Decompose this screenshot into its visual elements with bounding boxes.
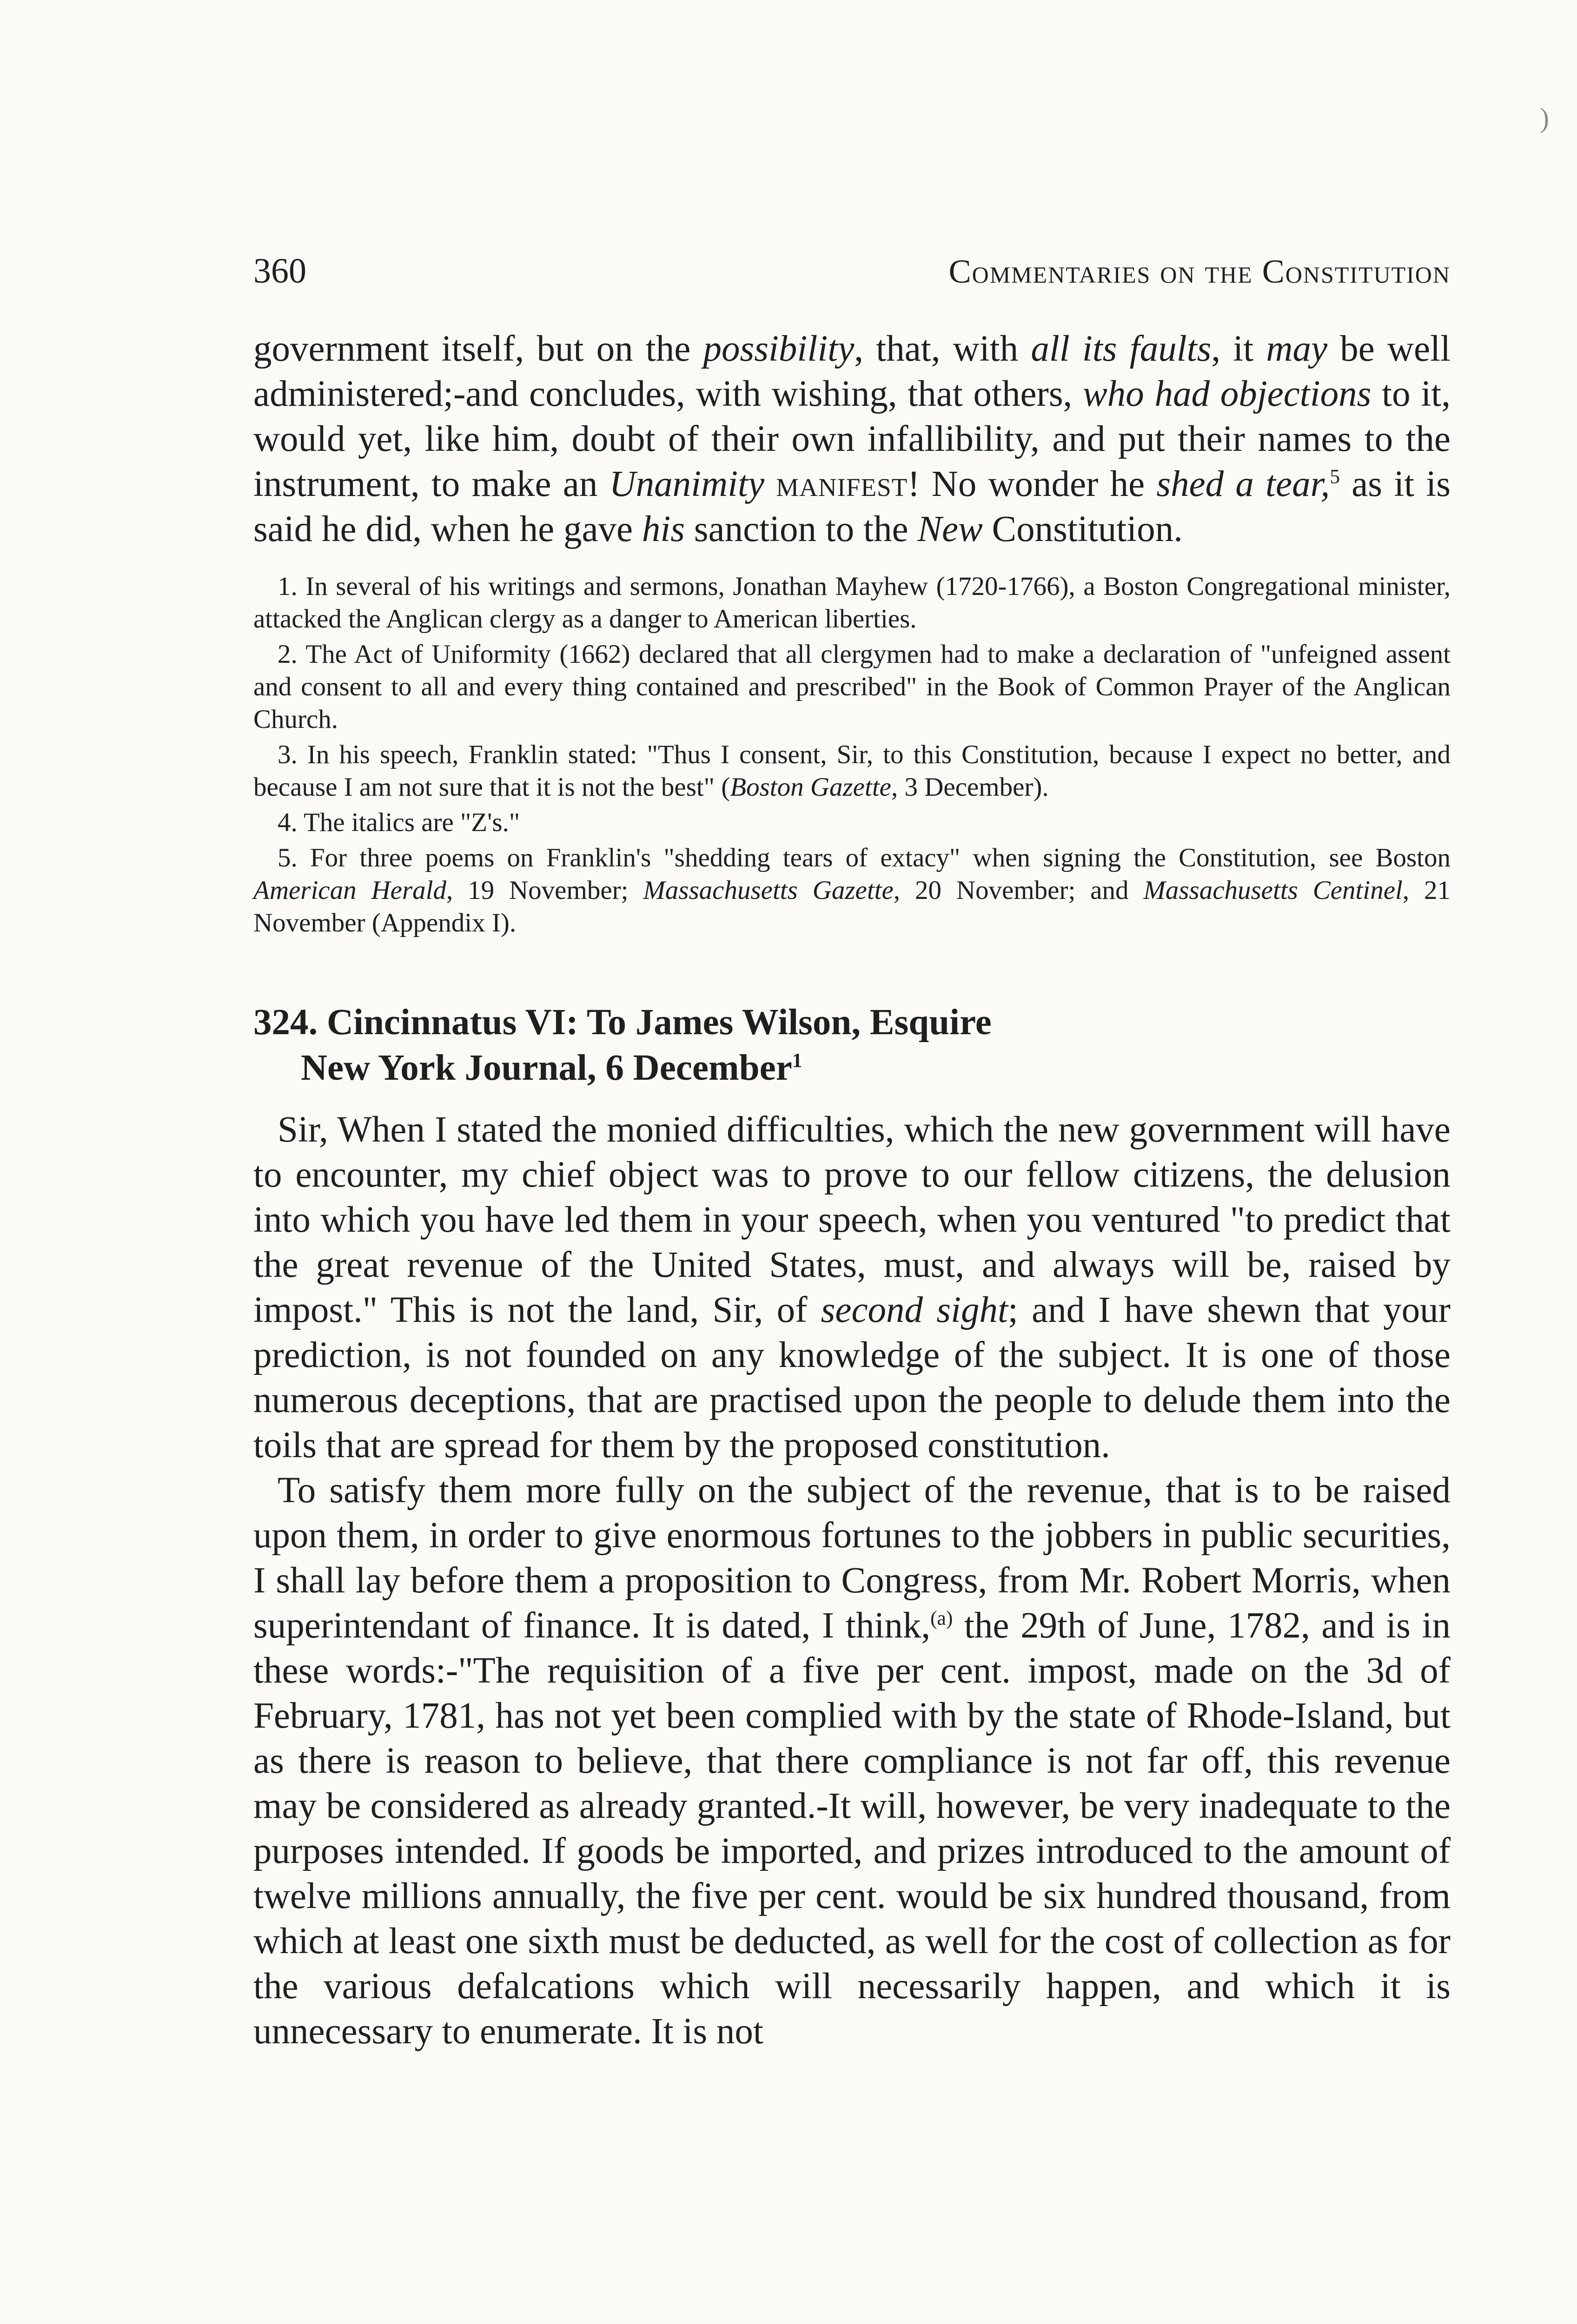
corner-mark: ) [1540,103,1549,133]
italic-text: who had objections [1083,374,1372,414]
text: Sir, When I stated the monied difficulties, which the new government will have to encounter, my chief object was to prove to our fellow citizens, the delusion into which you have led them in your speech, when you ventured "to predict that the great revenue of the United States, must, and always will be, raised by impost." This is not the land, Sir, of [253,1109,1451,1330]
letter-body [253,1107,1451,2054]
paragraph-2 [253,1468,1451,2054]
small-caps-text: manifest [776,464,908,504]
italic-text: all its faults [1031,329,1212,369]
italic-text: may [1266,329,1328,369]
footnote-4: 4. The italics are "Z's." [278,808,520,837]
text: as it is said he did, when he gave [253,464,1451,549]
footnotes [253,570,1451,939]
running-title: Commentaries on the Constitution [948,253,1451,290]
text: , 21 November (Appendix I). [253,876,1451,938]
footnote-ref: 5 [1330,465,1340,488]
text [764,464,776,504]
paragraph-1 [253,1107,1451,1468]
italic-text: American Herald [253,876,446,905]
text: ! No wonder he [908,464,1157,504]
italic-text: Massachusetts Centinel [1143,876,1403,905]
footnote-1: 1. In several of his writings and sermons, Jonathan Mayhew (1720-1766), a Boston Congregational minister, attacked the Anglican clergy as a danger to American liberties. [253,572,1451,634]
footnote-2: 2. The Act of Uniformity (1662) declared that all clergymen had to make a declaration of "unfeigned assent and consent to all and every thing contained and prescribed" in the Book of Common Prayer of the Anglican Church. [253,640,1451,734]
text: the 29th of June, 1782, and is in these words:-"The requisition of a five per cent. impost, made on the 3d of February, 1781, has not yet been complied with by the state of Rhode-Island, but as there is reason to believe, that there compliance is not far off, this revenue may be considered as already granted.-It will, however, be very inadequate to the purposes intended. If goods be imported, and prizes introduced to the amount of twelve millions annually, the five per cent. would be six hundred thousand, from which at least one sixth must be deducted, as well for the cost of collection as for the various defalcations which will necessarily happen, and which it is unnecessary to enumerate. It is not [253,1605,1451,2052]
italic-text: possibility [703,329,855,369]
text: , that, with [854,329,1031,369]
italic-text: Boston Gazette [730,772,891,802]
continued-paragraph [253,326,1451,552]
text: Constitution. [982,509,1183,549]
heading-source: New York Journal, 6 December [301,1048,792,1088]
text: 3. In his speech, Franklin stated: "Thus I consent, Sir, to this Constitution, because I expect no better, and because I am not sure that it is not the best" ( [253,740,1451,802]
heading-line-2 [253,1045,1451,1091]
text: To satisfy them more fully on the subject of the revenue, that is to be raised upon them, in order to give enormous fortunes to the jobbers in public securities, I shall lay before them a proposition to Congress, from Mr. Robert Morris, when superintendant of finance. It is dated, I think, [253,1470,1451,1646]
text: be well administered;-and concludes, with wishing, that others, [253,329,1451,414]
text: government itself, but on the [253,329,703,369]
italic-text: second sight [821,1290,1008,1330]
text: , 3 December). [891,772,1049,802]
italic-text: shed a tear, [1156,464,1330,504]
text: 5. For three poems on Franklin's "shedding tears of extacy" when signing the Constitution, see Boston [278,843,1451,872]
text: to it, would yet, like him, doubt of their own infallibility, and put their names to the instrument, to make an [253,374,1451,504]
text: ; and I have shewn that your prediction, is not founded on any knowledge of the subject. It is one of those numerous deceptions, that are practised upon the people to delude them into the toils that are spread for them by the proposed constitution. [253,1290,1451,1466]
italic-text: Massachusetts Gazette [643,876,894,905]
section-heading [253,1000,1451,1091]
footnote-5 [253,842,1451,939]
italic-text: his [642,509,685,549]
text: , 20 November; and [893,876,1144,905]
text: , 19 November; [446,876,643,905]
text: , it [1211,329,1266,369]
page [253,251,1451,2054]
running-head [253,251,1451,291]
italic-text: New [917,509,983,549]
footnote-ref: 1 [792,1049,802,1072]
top-paragraph [253,326,1451,552]
heading-line-1: 324. Cincinnatus VI: To James Wilson, Esquire [253,1002,992,1043]
footnote-3 [253,739,1451,804]
editor-note-ref: (a) [930,1607,953,1630]
page-number: 360 [253,251,306,290]
italic-text: Unanimity [609,464,765,504]
text: sanction to the [685,509,918,549]
